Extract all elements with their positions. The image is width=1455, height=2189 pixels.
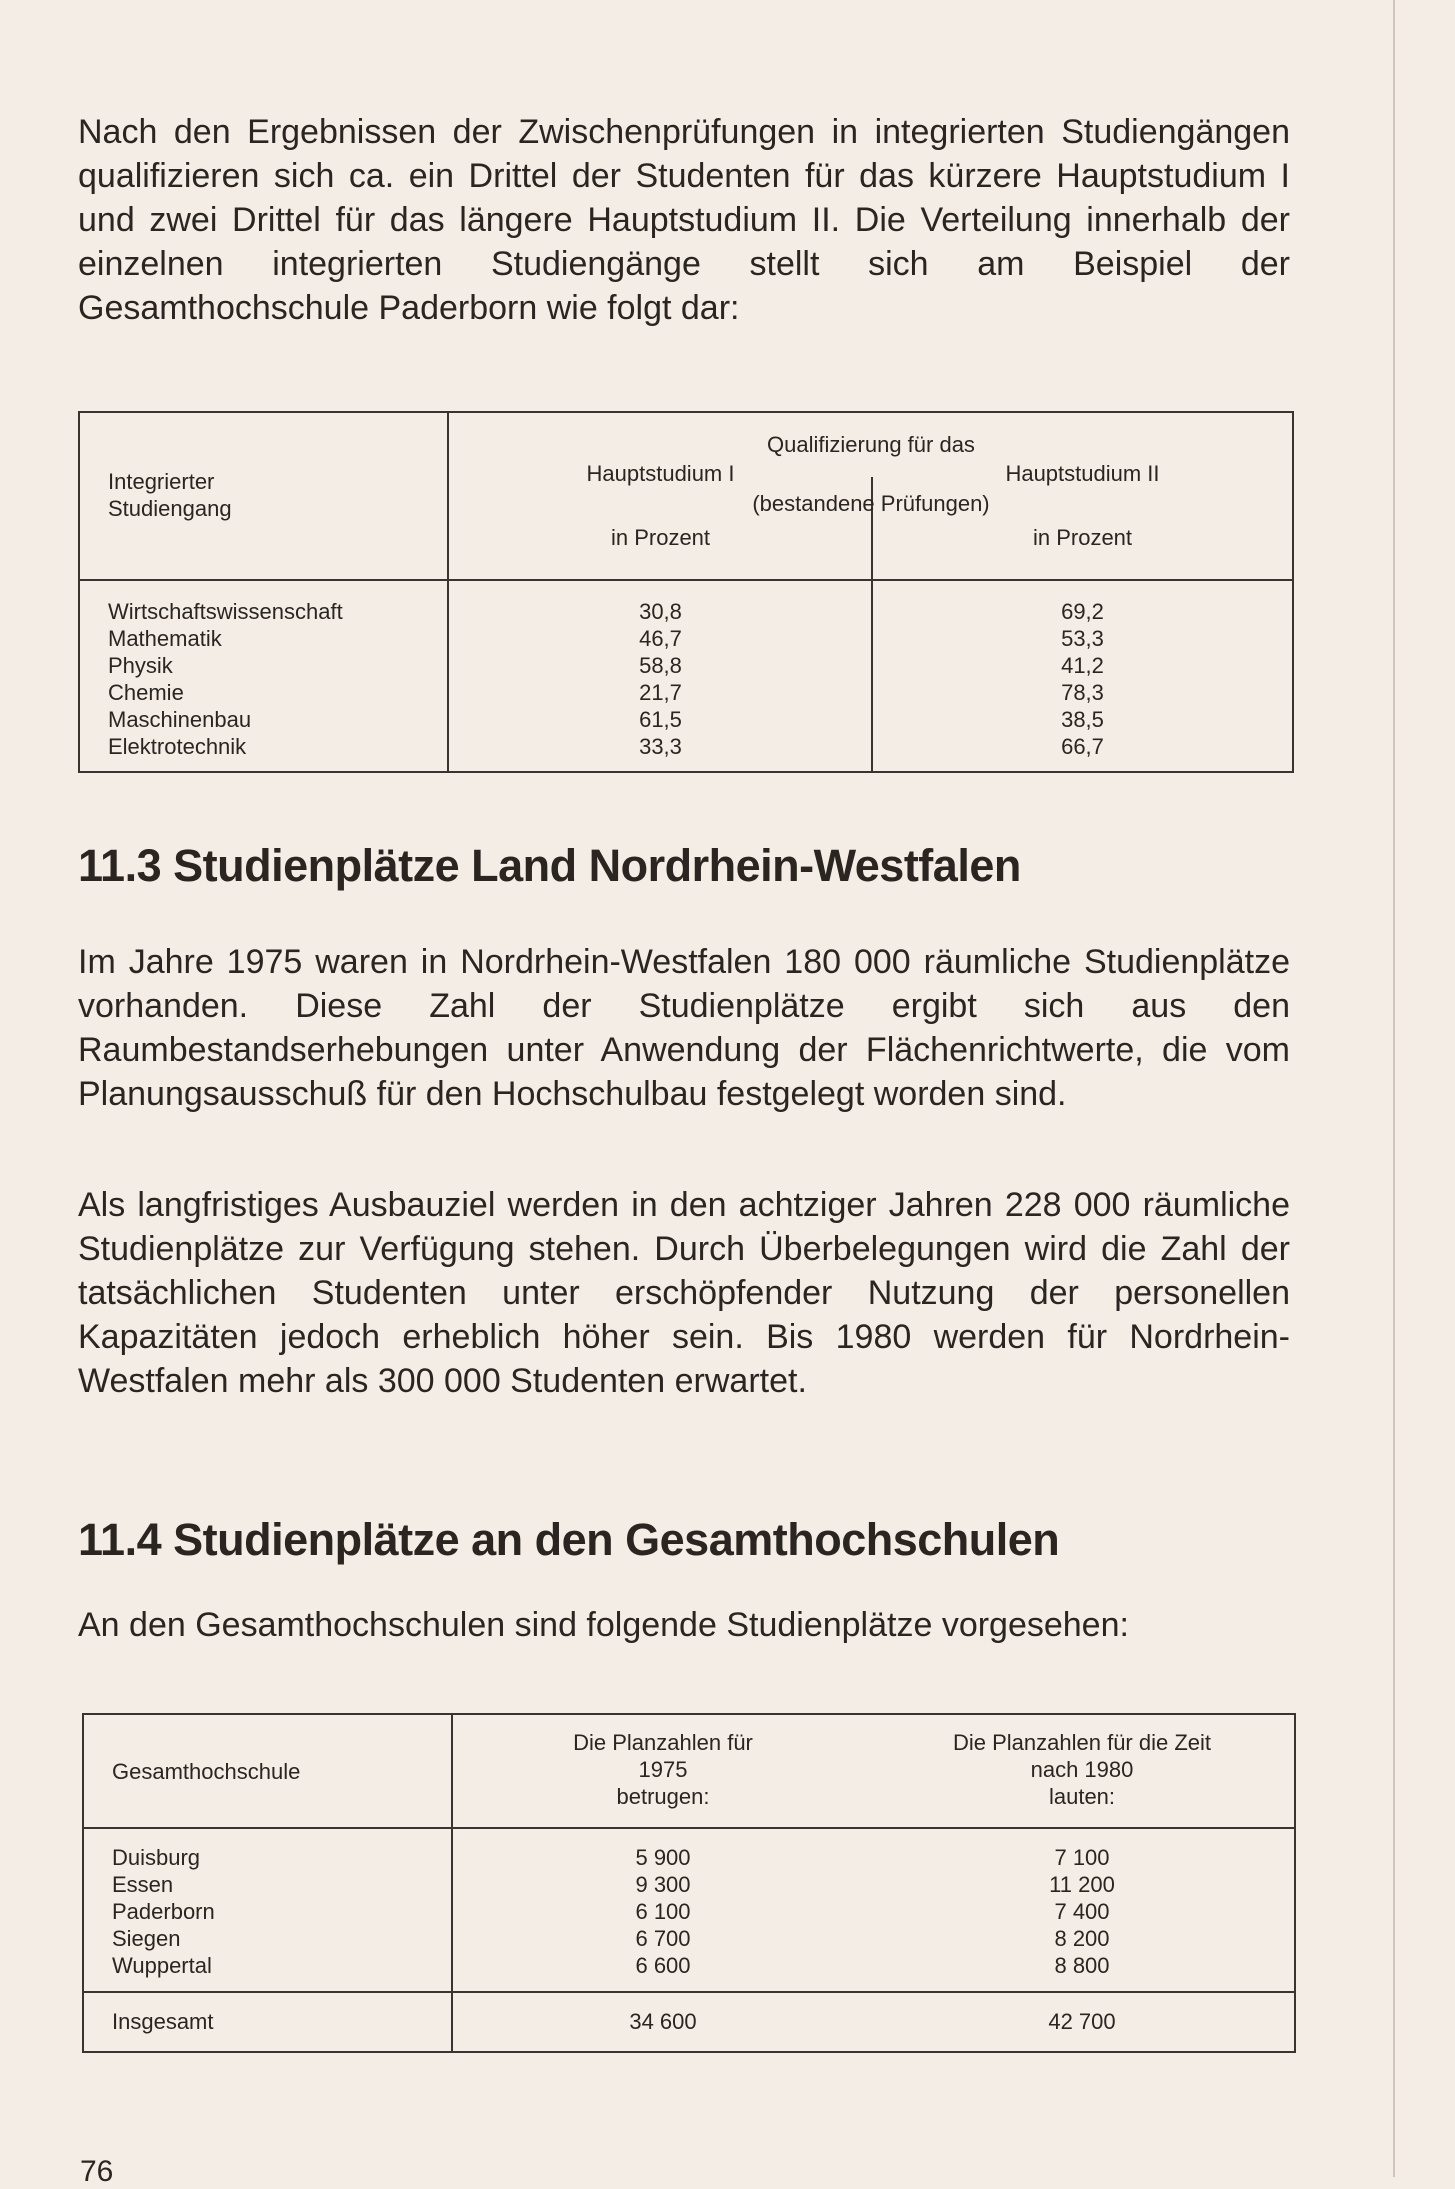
page-number: 76 — [80, 2155, 114, 2188]
table-cell: 30,8 — [639, 599, 682, 624]
table-cell: 9 300 — [635, 1872, 691, 1897]
table-header-unit: in Prozent — [1032, 525, 1133, 550]
table-cell: 5 900 — [635, 1845, 691, 1870]
table-cell: 11 200 — [1049, 1872, 1115, 1897]
table-header-subcolumn: Hauptstudium I — [586, 461, 735, 486]
total-label: Insgesamt — [112, 2009, 214, 2034]
table-cell: 38,5 — [1061, 707, 1104, 732]
section-11-3-paragraph-2: Als langfristiges Ausbauziel werden in den achtziger Jahren 228 000 räumliche Studienplätze zur Verfügung stehen. Durch Überbelegungen wird die Zahl der tatsächlichen Studenten unter erschöpfender Nutzung der personellen Kapazitäten jedoch erheblich höher sein. Bis 1980 werden für Nordrhein-Westfalen mehr als 300 000 Studenten erwartet. — [78, 1186, 1290, 1400]
table-divider — [447, 413, 449, 771]
table-cell: Wirtschaftswissenschaft — [108, 599, 343, 624]
table-header-subcolumn: Hauptstudium II — [1005, 461, 1160, 486]
total-1975: 34 600 — [629, 2009, 697, 2034]
table-cell: 6 700 — [635, 1926, 691, 1951]
table-cell: Duisburg — [112, 1845, 201, 1870]
intro-paragraph: Nach den Ergebnissen der Zwischenprüfungen in integrierten Studiengängen qualifizieren sich ca. ein Drittel der Studenten für das kürzere Hauptstudium I und zwei Drittel für das längere Hauptstudium II. Die Verteilung innerhalb der einzelnen integrierten Studiengänge stellt sich am Beispiel der Gesamthochschule Paderborn wie folgt dar: — [78, 113, 1290, 327]
table-cell: 69,2 — [1061, 599, 1104, 624]
table-divider — [80, 579, 1292, 581]
table-cell: 7 100 — [1054, 1845, 1110, 1870]
study-places-table — [82, 1713, 1296, 2053]
section-heading: 11.3 Studienplätze Land Nordrhein-Westfalen — [78, 840, 1021, 891]
table-cell: Paderborn — [112, 1899, 215, 1924]
table-cell: 6 100 — [635, 1899, 691, 1924]
table-cell: Mathematik — [108, 626, 222, 651]
table-cell: Wuppertal — [112, 1953, 212, 1978]
table-header-cell: Die Planzahlen für 1975 betrugen: — [573, 1730, 753, 1809]
table-cell: Maschinenbau — [108, 707, 252, 732]
table-cell: Physik — [108, 653, 173, 678]
table-divider — [84, 1991, 1294, 1993]
table-cell: Siegen — [112, 1926, 181, 1951]
table-cell: 8 800 — [1054, 1953, 1110, 1978]
qualification-table — [78, 411, 1294, 773]
table-cell: 61,5 — [639, 707, 682, 732]
table-cell: Elektrotechnik — [108, 734, 247, 759]
section-11-3-paragraph-1: Im Jahre 1975 waren in Nordrhein-Westfalen 180 000 räumliche Studienplätze vorhanden. Diese Zahl der Studienplätze ergibt sich aus den Raumbestandserhebungen unter Anwendung der Flächenrichtwerte, die vom Planungsausschuß für den Hochschulbau festgelegt worden sind. — [78, 943, 1290, 1113]
section-11-4-paragraph: An den Gesamthochschulen sind folgende Studienplätze vorgesehen: — [78, 1606, 1129, 1644]
table-header-cell: Integrierter Studiengang — [108, 469, 232, 521]
table-cell: 41,2 — [1061, 653, 1104, 678]
table-cell: 6 600 — [635, 1953, 691, 1978]
hauptstudium-2-column — [873, 598, 1292, 760]
table-cell: 7 400 — [1054, 1899, 1110, 1924]
table-divider — [84, 1827, 1294, 1829]
plan-1975-column — [454, 1844, 872, 1979]
table-cell: 46,7 — [639, 626, 682, 651]
table-cell: 53,3 — [1061, 626, 1104, 651]
hauptstudium-1-column — [450, 598, 871, 760]
total-1980: 42 700 — [1048, 2009, 1116, 2034]
table-cell: 78,3 — [1061, 680, 1104, 705]
row-name-column — [108, 598, 443, 760]
table-cell: 33,3 — [639, 734, 682, 759]
table-cell: 8 200 — [1054, 1926, 1110, 1951]
table-header-group: Qualifizierung für das — [767, 432, 975, 457]
table-cell: 66,7 — [1061, 734, 1104, 759]
table-cell: Chemie — [108, 680, 184, 705]
table-cell: Essen — [112, 1872, 174, 1897]
table-header-cell: Die Planzahlen für die Zeit nach 1980 lauten: — [952, 1730, 1212, 1809]
table-header-cell: Gesamthochschule — [112, 1759, 301, 1784]
table-cell: 58,8 — [639, 653, 682, 678]
table-header-note: (bestandene Prüfungen) — [752, 491, 990, 516]
table-cell: 21,7 — [639, 680, 682, 705]
table-divider — [451, 1715, 453, 2051]
row-name-column — [112, 1844, 447, 1979]
table-header-unit: in Prozent — [610, 525, 711, 550]
plan-1980-column — [872, 1844, 1292, 1979]
page-edge — [1393, 0, 1395, 2177]
section-heading: 11.4 Studienplätze an den Gesamthochschulen — [78, 1514, 1060, 1565]
